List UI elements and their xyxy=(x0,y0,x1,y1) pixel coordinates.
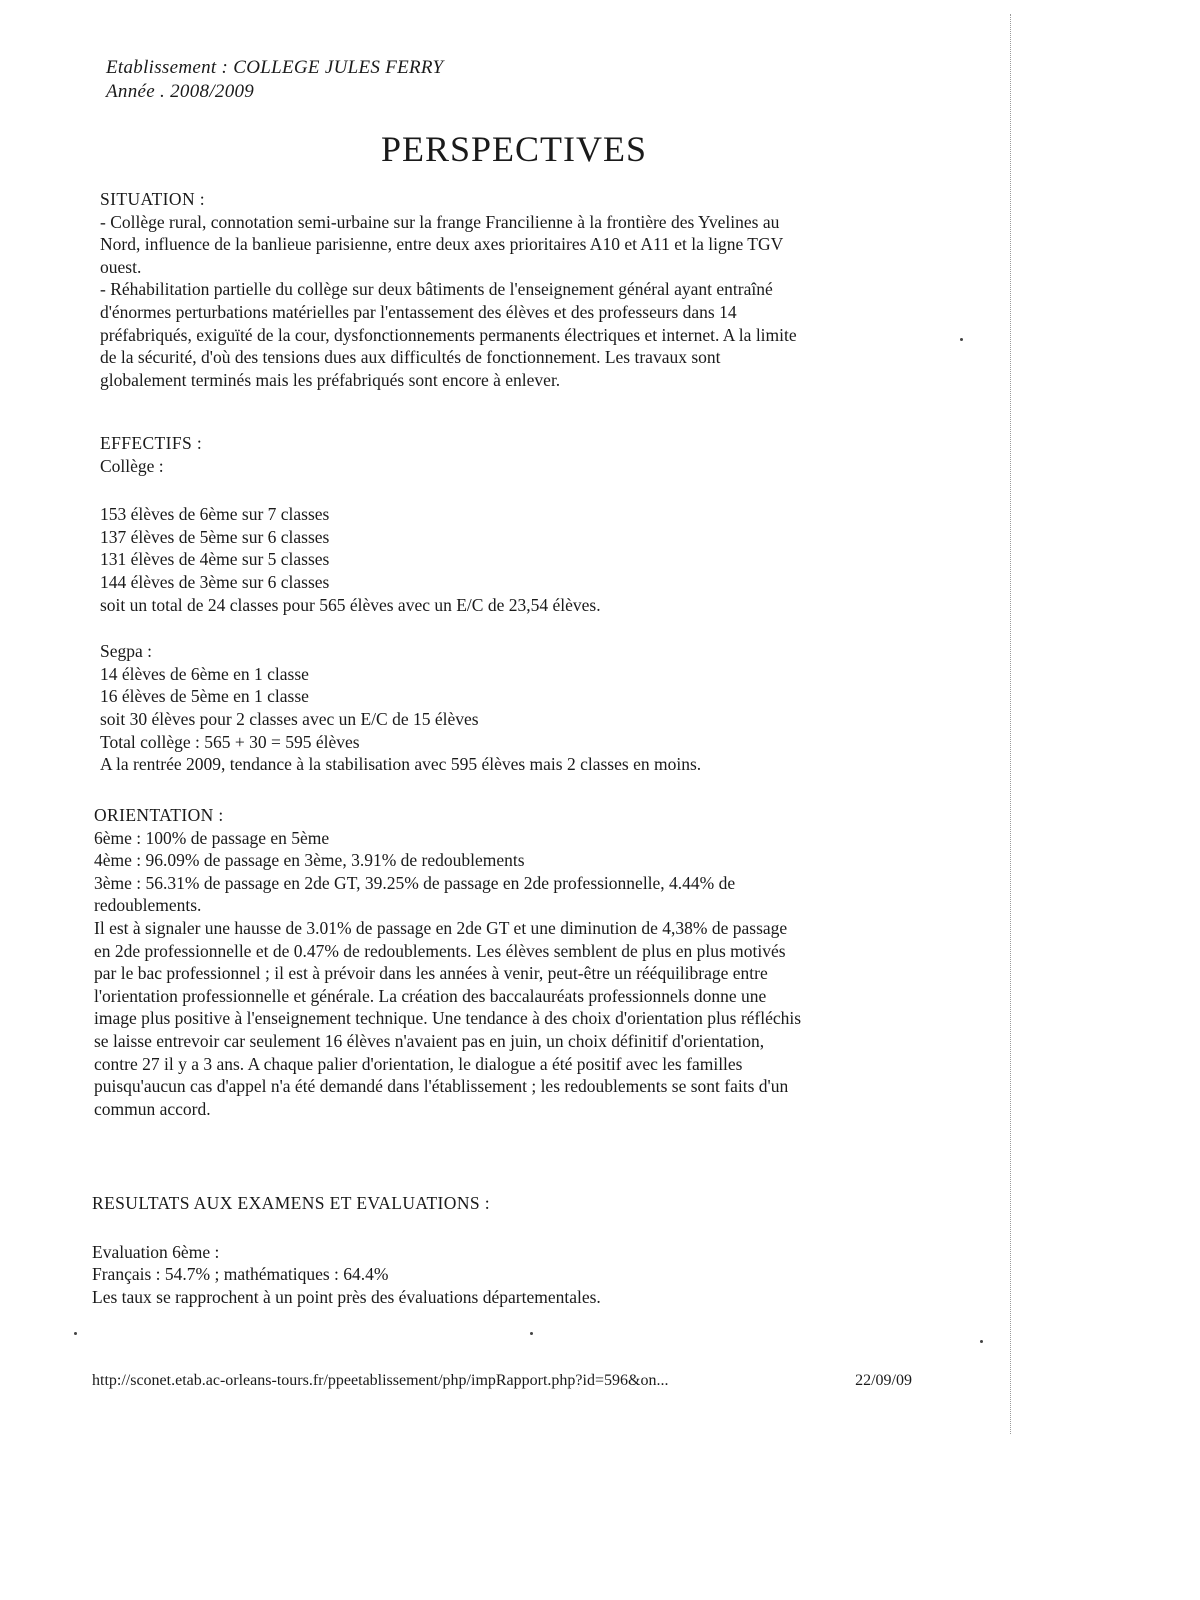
scan-speck xyxy=(74,1332,77,1335)
situation-line: - Réhabilitation partielle du collège sur deux bâtiments de l'enseignement général ayant entraîné xyxy=(100,279,773,300)
situation-line: d'énormes perturbations matérielles par l'entassement des élèves et des professeurs dans 14 xyxy=(100,301,737,322)
segpa-line: soit 30 élèves pour 2 classes avec un E/C de 15 élèves xyxy=(100,708,479,729)
page-edge xyxy=(1010,14,1011,1434)
situation-line: globalement terminés mais les préfabriqués sont encore à enlever. xyxy=(100,369,561,390)
segpa-line: Total collège : 565 + 30 = 595 élèves xyxy=(100,731,360,752)
situation-line: préfabriqués, exiguïté de la cour, dysfonctionnements permanents électriques et internet. A la limite xyxy=(100,324,797,345)
footer-date: 22/09/09 xyxy=(855,1372,912,1389)
college-line: soit un total de 24 classes pour 565 élèves avec un E/C de 23,54 élèves. xyxy=(100,594,601,615)
orientation-section xyxy=(94,804,801,1120)
orientation-line: commun accord. xyxy=(94,1098,211,1119)
orientation-line: 4ème : 96.09% de passage en 3ème, 3.91% de redoublements xyxy=(94,850,525,871)
situation-line: Nord, influence de la banlieue parisienne, entre deux axes prioritaires A10 et A11 et la ligne TGV xyxy=(100,234,784,255)
scan-speck xyxy=(960,338,963,341)
page-title: PERSPECTIVES xyxy=(380,129,648,169)
resultats-section xyxy=(92,1192,601,1308)
orientation-line: Il est à signaler une hausse de 3.01% de passage en 2de GT et une diminution de 4,38% de passage xyxy=(94,917,788,938)
segpa-line: 16 élèves de 5ème en 1 classe xyxy=(100,686,309,707)
scan-speck xyxy=(530,1332,533,1335)
situation-section xyxy=(100,188,797,391)
print-footer xyxy=(92,1372,912,1390)
orientation-line: en 2de professionnelle et de 0.47% de redoublements. Les élèves semblent de plus en plus motivés xyxy=(94,940,786,961)
college-line: 153 élèves de 6ème sur 7 classes xyxy=(100,504,330,525)
college-line: 144 élèves de 3ème sur 6 classes xyxy=(100,571,330,592)
college-label: Collège : xyxy=(100,455,164,476)
situation-heading: SITUATION : xyxy=(100,189,206,209)
resultats-line: Français : 54.7% ; mathématiques : 64.4% xyxy=(92,1264,389,1285)
orientation-line: 6ème : 100% de passage en 5ème xyxy=(94,827,330,848)
orientation-line: 3ème : 56.31% de passage en 2de GT, 39.25% de passage en 2de professionnelle, 4.44% de xyxy=(94,872,736,893)
situation-line: de la sécurité, d'où des tensions dues aux difficultés de fonctionnement. Les travaux sont xyxy=(100,347,721,368)
effectifs-section xyxy=(100,432,701,776)
orientation-line: contre 27 il y a 3 ans. A chaque palier d'orientation, le dialogue a été positif avec les familles xyxy=(94,1053,743,1074)
orientation-line: se laisse entrevoir car seulement 16 élèves n'avaient pas en juin, un choix définitif d'orientation, xyxy=(94,1030,765,1051)
orientation-line: l'orientation professionnelle et générale. La création des baccalauréats professionnels donne une xyxy=(94,985,767,1006)
establishment-line: Etablissement : COLLEGE JULES FERRY xyxy=(106,57,444,78)
segpa-line: 14 élèves de 6ème en 1 classe xyxy=(100,663,309,684)
situation-line: ouest. xyxy=(100,256,142,277)
resultats-heading: RESULTATS AUX EXAMENS ET EVALUATIONS : xyxy=(92,1193,491,1213)
college-line: 131 élèves de 4ème sur 5 classes xyxy=(100,549,330,570)
college-line: 137 élèves de 5ème sur 6 classes xyxy=(100,526,330,547)
segpa-line: A la rentrée 2009, tendance à la stabilisation avec 595 élèves mais 2 classes en moins. xyxy=(100,754,702,775)
situation-line: - Collège rural, connotation semi-urbaine sur la frange Francilienne à la frontière des Yvelines au xyxy=(100,211,780,232)
document-header xyxy=(106,56,443,104)
scan-speck xyxy=(980,1340,983,1343)
segpa-label: Segpa : xyxy=(100,641,153,662)
evaluation-label: Evaluation 6ème : xyxy=(92,1241,220,1262)
orientation-heading: ORIENTATION : xyxy=(94,805,224,825)
orientation-line: puisqu'aucun cas d'appel n'a été demandé dans l'établissement ; les redoublements se sont faits d'un xyxy=(94,1076,789,1097)
effectifs-heading: EFFECTIFS : xyxy=(100,433,203,453)
orientation-line: redoublements. xyxy=(94,895,202,916)
orientation-line: par le bac professionnel ; il est à prévoir dans les années à venir, peut-être un rééquilibrage entre xyxy=(94,963,768,984)
year-line: Année . 2008/2009 xyxy=(106,81,255,102)
orientation-line: image plus positive à l'enseignement technique. Une tendance à des choix d'orientation plus réfléchis xyxy=(94,1008,802,1029)
footer-url: http://sconet.etab.ac-orleans-tours.fr/ppeetablissement/php/impRapport.php?id=596&on... xyxy=(92,1372,669,1389)
resultats-line: Les taux se rapprochent à un point près des évaluations départementales. xyxy=(92,1286,601,1307)
